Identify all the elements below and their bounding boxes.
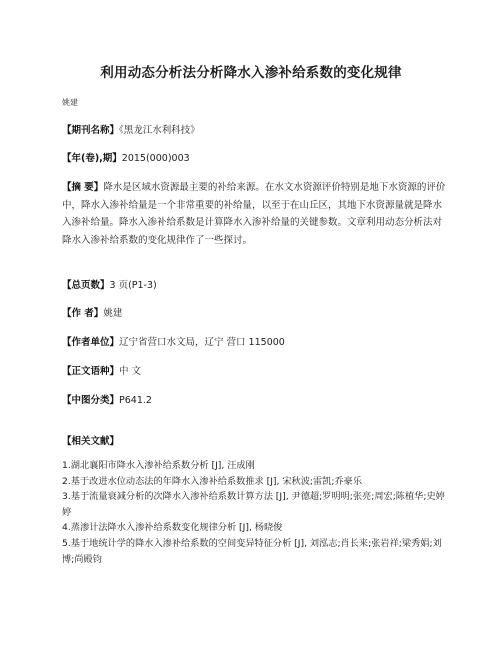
journal-value: 《黑龙江水利科技》 [119,125,200,136]
reference-item: 2.基于改进水位动态法的年降水入渗补给系数推求 [J], 宋秋波;雷凯;乔豪乐 [62,475,363,487]
abstract-label: 【摘 要】 [62,182,104,193]
author-label: 【作 者】 [62,308,104,319]
classification-label: 【中图分类】 [62,395,120,406]
abstract-value: 降水是区域水资源最主要的补给来源。在水文水资源评价特别是地下水资源的评价中，降水入渗补给量是一个非常重要的补给量，以至于在山丘区，其地下水资源量就是降水入渗补给量。降水入渗补给系数是计算降水入渗补给量的关键参数。文章利用动态分析法对降水入渗补给系数的变化规律作了一些探讨。 [62,182,446,246]
journal-label: 【期刊名称】 [62,125,120,136]
reference-list [62,458,447,567]
author-value: 姚建 [103,308,123,319]
classification-field [62,392,447,410]
pages-value: 3 页(P1-3) [109,280,157,291]
reference-item: 3.基于流量衰减分析的次降水入渗补给系数计算方法 [J], 尹德超;罗明明;张亮;周宏;陈植华;史婷婷 [62,491,445,518]
abstract-field [62,179,447,249]
year-value: 2015(000)003 [121,153,190,164]
year-field [62,150,447,168]
pages-label: 【总页数】 [62,280,110,291]
author-line: 姚建 [62,98,78,107]
pages-field [62,277,447,295]
reference-item: 4.蒸渗计法降水入渗补给系数变化规律分析 [J], 杨晓俊 [62,522,283,534]
reference-item: 5.基于地统计学的降水入渗补给系数的空间变异特征分析 [J], 刘泓志;肖长来;张岩祥;梁秀娟;刘博;尚殿钧 [62,537,442,565]
unit-field [62,334,447,352]
journal-field [62,122,447,140]
language-field [62,363,447,381]
related-references-heading: 【相关文献】 [62,436,120,447]
author-field [62,305,447,323]
language-value: 中 文 [119,366,142,377]
language-label: 【正文语种】 [62,366,120,377]
unit-label: 【作者单位】 [62,337,120,348]
classification-value: P641.2 [119,395,152,406]
unit-value: 辽宁省营口水文局，辽宁 营口 115000 [119,337,285,348]
reference-item: 1.湖北襄阳市降水入渗补给系数分析 [J], 汪成刚 [62,460,255,471]
year-label: 【年(卷),期】 [62,153,122,164]
document-title: 利用动态分析法分析降水入渗补给系数的变化规律 [100,65,402,81]
